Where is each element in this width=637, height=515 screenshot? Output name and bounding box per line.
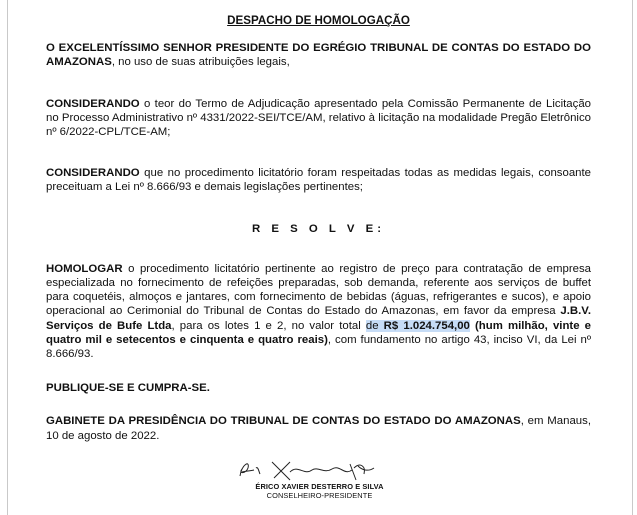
- considerando-1-rest: o teor do Termo de Adjudicação apresentado pela Comissão Permanente de Licitação no Processo Administrativo nº 4331/2022-SEI/TCE/AM, relativo à licitação na modalidade Pregão Eletrônico nº 6/2022-CPL/TCE-AM;: [46, 97, 591, 139]
- document-title: DESPACHO DE HOMOLOGAÇÃO: [227, 14, 410, 27]
- page-border-right: [632, 0, 633, 515]
- publique-line: PUBLIQUE-SE E CUMPRA-SE.: [46, 382, 210, 395]
- gabinete-bold: GABINETE DA PRESIDÊNCIA DO TRIBUNAL DE CONTAS DO ESTADO DO AMAZONAS: [46, 415, 521, 428]
- homologar-text-2: , para os lotes 1 e 2, no valor total: [171, 319, 366, 332]
- highlighted-amount: R$ 1.024.754,00: [383, 319, 470, 332]
- homologar-bold: HOMOLOGAR: [46, 262, 123, 275]
- page-border-left: [7, 0, 8, 515]
- considerando-paragraph-1: [46, 97, 591, 140]
- intro-bold: O EXCELENTÍSSIMO SENHOR PRESIDENTE DO EGRÉGIO TRIBUNAL DE CONTAS DO ESTADO DO AMAZONAS: [46, 42, 591, 69]
- document-body: [46, 14, 591, 443]
- gabinete-paragraph: [46, 414, 591, 442]
- resolve-heading: R E S O L V E:: [251, 222, 385, 235]
- highlight-de: de: [365, 319, 384, 332]
- intro-rest: , no uso de suas atribuições legais,: [111, 56, 290, 69]
- considerando-2-bold: CONSIDERANDO: [46, 167, 140, 180]
- gabinete-rest: , em Manaus, 10 de agosto de 2022.: [46, 415, 591, 442]
- signature-block: [232, 456, 407, 508]
- considerando-paragraph-2: [46, 166, 591, 194]
- signatory-role: CONSELHEIRO-PRESIDENTE: [266, 491, 373, 500]
- homologar-text-3: , com fundamento no artigo 43, inciso VI, da Lei nº 8.666/93.: [46, 333, 591, 361]
- amount-in-words: (hum milhão, vinte e quatro mil e setecentos e cinquenta e quatro reais): [46, 319, 591, 346]
- intro-paragraph: [46, 41, 591, 69]
- considerando-2-rest: que no procedimento licitatório foram respeitadas todas as medidas legais, consoante preceituam a Lei nº 8.666/93 e demais legislações pertinentes;: [46, 167, 591, 194]
- signatory-name: ÉRICO XAVIER DESTERRO E SILVA: [255, 482, 384, 491]
- homologar-paragraph: [46, 262, 591, 361]
- company-name: J.B.V. Serviços de Bufe Ltda: [46, 305, 591, 332]
- considerando-1-bold: CONSIDERANDO: [46, 97, 140, 110]
- homologar-text-1: o procedimento licitatório pertinente ao registro de preço para contratação de empresa especializada no fornecimento de refeições preparadas, sob demanda, referente aos serviços de buffet para coquetéis, almoços e jantares, com fornecimento de bebidas (águas, refrigerantes e sucos), e apoio operacional ao Cerimonial do Tribunal de Contas do Estado do Amazonas, em favor da empresa: [46, 262, 591, 318]
